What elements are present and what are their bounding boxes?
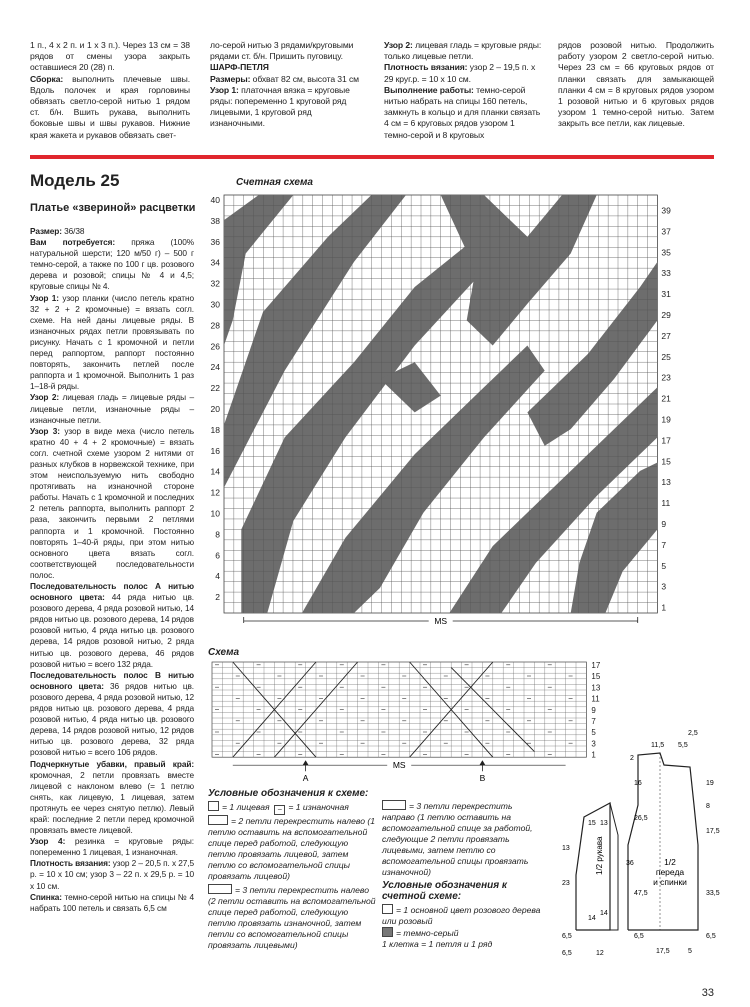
top-paragraph [210, 74, 368, 85]
chart-legend [382, 880, 542, 950]
paragraph-text: узор 2 – 19,5 п. x 29 круг.р. = 10 x 10 см. [384, 62, 536, 84]
row-label-left: 14 [210, 466, 220, 477]
repeat-label: B [479, 773, 486, 784]
body-label-3: и спинки [653, 877, 687, 887]
paragraph-heading: Размер: [30, 226, 62, 236]
paragraph-text: резинка = круговые ряды: попеременно 1 лицевая, 1 изнаночная. [30, 836, 194, 858]
top-paragraph [384, 40, 542, 62]
paragraph-text: темно-серой нитью на спицы № 4 набрать 100 петель и связать 6,5 см [30, 891, 194, 913]
row-label-left: 8 [215, 529, 220, 540]
body-dimension: 19 [706, 780, 714, 787]
body-dimension: 47,5 [634, 890, 648, 897]
body-dimension: 26,5 [634, 815, 648, 822]
instruction-paragraph [30, 293, 194, 393]
paragraph-heading: Подчеркнутые убавки, правый край: [30, 758, 194, 769]
top-paragraph [30, 40, 190, 74]
scheme-row-label: 5 [591, 728, 596, 738]
instruction-paragraph [30, 836, 194, 858]
paragraph-text: лицевая гладь = круговые ряды: только лицевые петли. [384, 40, 542, 62]
body-dimension: 16 [634, 780, 642, 787]
paragraph-heading: Последовательность полос В нитью основного цвета: [30, 669, 194, 691]
body-dimension: 5,5 [678, 742, 688, 749]
paragraph-heading: Узор 2: [384, 40, 413, 50]
row-label-left: 18 [210, 424, 220, 435]
row-label-left: 26 [210, 341, 220, 352]
pattern-pieces [548, 725, 718, 960]
scheme-legend [208, 788, 378, 951]
chart-legend-title: Условные обозначения к счетной схеме: [382, 880, 507, 902]
instruction-paragraph [30, 858, 194, 891]
top-paragraph [558, 40, 714, 130]
top-paragraph [30, 74, 190, 141]
row-label-right: 23 [661, 372, 671, 383]
row-label-right: 5 [661, 560, 667, 571]
body-dimension: 33,5 [706, 890, 720, 897]
scheme-title: Схема [208, 647, 240, 658]
sleeve-label: 1/2 рукава [595, 836, 604, 875]
paragraph-heading: Узор 4: [30, 836, 66, 847]
row-label-left: 40 [210, 195, 220, 205]
scheme-legend-title: Условные обозначения к схеме: [208, 788, 369, 799]
row-label-left: 12 [210, 487, 220, 498]
row-label-left: 36 [210, 236, 220, 247]
instruction-paragraph [30, 237, 194, 292]
body-dimension: 2,5 [688, 730, 698, 737]
paragraph-text: узор 2 – 20,5 п. x 27,5 р. = 10 x 10 см; узор 3 – 22 п. x 29,5 р. = 10 x 10 см. [30, 858, 195, 891]
body-dimension: 5 [688, 948, 692, 955]
body-dimension: 11,5 [651, 742, 665, 749]
paragraph-text: лицевая гладь = лицевые ряды – лицевые петли, изнаночные ряды – изнаночные петли. [30, 392, 194, 425]
counting-chart [200, 190, 671, 655]
repeat-label: A [302, 773, 309, 784]
paragraph-heading: Узор 1: [210, 84, 239, 95]
paragraph-heading: Вам потребуется: [30, 237, 116, 248]
paragraph-heading: Спинка: [30, 891, 62, 902]
scheme-row-label: 11 [591, 694, 600, 704]
paragraph-text: 1 п., 4 х 2 п. и 1 х 3 п.). Через 13 см = 38 рядов от смены узора закрыть оставшиеся 20 (28) п. [30, 40, 190, 73]
instruction-paragraph [30, 892, 194, 914]
top-paragraph [384, 85, 542, 141]
dark-grey-icon [382, 927, 393, 937]
body-label-1: 1/2 [664, 857, 676, 867]
sleeve-dimension: 23 [562, 880, 570, 887]
knit-symbol-icon [208, 801, 219, 811]
sleeve-dimension: 36 [626, 860, 634, 867]
model-subtitle: Платье «звериной» расцветки [30, 202, 196, 214]
instruction-paragraph [30, 392, 194, 425]
paragraph-heading: Узор 1: [30, 292, 59, 303]
sleeve-dimension: 15 [588, 820, 596, 827]
main-color-icon [382, 904, 393, 914]
instruction-paragraph [30, 426, 194, 581]
repeat-arrow-head [479, 760, 485, 765]
row-label-right: 25 [661, 351, 671, 362]
top-paragraph [384, 62, 542, 84]
body-dimension: 17,5 [656, 948, 670, 955]
paragraph-text: узор в виде меха (число петель кратно 40 + 4 + 2 кромочные) = вязать согл. счетной схеме узором 2 нитями от разных клубков в норвежской технике, при этом неиспользуемую нить свободно протягивать на изнаночной стороне работы. Начать с 1 кромочной и последних 2 петель раппорта, выполнить раппорт 2 раза, закончить первыми 2 петлями раппорта и 1 кромочной. Постоянно повторять 1–40-й ряды, при этом нитью основного цвета вязать согл. соответствующей последовательности полос. [30, 425, 194, 580]
row-label-right: 7 [661, 539, 667, 550]
scheme-row-label: 3 [591, 739, 596, 749]
sleeve-dimension: 14 [588, 915, 596, 922]
legend-item-cell: 1 клетка = 1 петля и 1 ряд [382, 939, 493, 949]
sleeve-dimension: 12 [596, 950, 604, 957]
cross-left-3-icon [208, 884, 232, 894]
ms-label: MS [434, 616, 448, 626]
scheme-row-label: 15 [591, 672, 601, 682]
paragraph-text: пряжа (100% натуральной шерсти; 120 м/50 г) – 500 г темно-серой, а также по 100 г цв. розового дерева и розовой; спицы № 4 и 4,5; круговые спицы № 4. [30, 237, 194, 292]
scheme-legend-cont [382, 800, 542, 878]
row-label-left: 30 [210, 299, 220, 310]
paragraph-heading: Сборка: [30, 73, 64, 84]
paragraph-heading: Узор 2: [30, 392, 60, 403]
row-label-right: 35 [661, 247, 671, 258]
row-label-left: 10 [210, 508, 220, 519]
row-label-right: 31 [661, 289, 671, 300]
row-label-right: 17 [661, 435, 671, 446]
scheme-ms-label: MS [392, 760, 406, 771]
body-dimension: 17,5 [706, 828, 720, 835]
row-label-right: 37 [661, 226, 671, 237]
sleeve-dimension: 13 [562, 845, 570, 852]
body-dimension: 6,5 [634, 933, 644, 940]
top-paragraph [210, 85, 368, 130]
cross-right-3-icon [382, 800, 406, 810]
row-label-left: 22 [210, 383, 220, 394]
body-dimension: 8 [706, 803, 710, 810]
sleeve-dimension: 13 [600, 820, 608, 827]
legend-item-knit: = 1 лицевая – = 1 изнаночная [208, 801, 378, 815]
row-label-right: 9 [661, 518, 667, 529]
top-col-3 [384, 40, 542, 141]
legend-item-cross2: = 2 петли перекрестить налево (1 петлю оставить на вспомогательной спице перед работой, следующую петлю провязать лицевой, затем петлю со вспомогательной спицы провязать лицевой) [208, 816, 375, 881]
legend-item-main: = 1 основной цвет розового дерева или розовый [382, 905, 541, 926]
sleeve-dimension: 6,5 [562, 950, 572, 957]
row-label-left: 34 [210, 257, 220, 268]
purl-symbol-icon: – [274, 805, 285, 815]
paragraph-text: ло-серой нитью 3 рядами/круговыми рядами ст. б/н. Пришить пуговицу. [210, 40, 354, 62]
legend-item-dark: = темно-серый [382, 927, 542, 939]
page-number: 33 [701, 987, 714, 999]
instruction-paragraph [30, 581, 194, 670]
sleeve-half-line [610, 803, 618, 930]
row-label-left: 24 [210, 362, 220, 373]
paragraph-text: 36 рядов нитью цв. розового дерева, 4 ряда розовой нитью, 12 рядов нитью цв. розового дерева, 4 ряда розовой нитью, 4 ряда нитью цв. розового дерева, 14 рядов розовой нитью, 12 рядов нитью цв. розового дерева, 32 ряда розовой нитью = всего 106 рядов. [30, 680, 194, 758]
paragraph-heading: Размеры: [210, 73, 251, 84]
top-col-1 [30, 40, 190, 141]
paragraph-text: выполнить плечевые швы. Вдоль полочек и края горловины обвязать светло-серой нитью 1 рядом ст. б/н. Вшить рукава, выполнить боковые швы и швы рукавов. Нижние края жакета и рукавов обвязать свет- [30, 73, 190, 140]
row-label-left: 2 [215, 592, 220, 603]
row-label-right: 21 [661, 393, 671, 404]
instructions-column [30, 226, 194, 914]
row-label-right: 3 [661, 581, 667, 592]
body-dimension: 2 [630, 755, 634, 762]
paragraph-text: кромочная, 2 петли провязать вместе лицевой с наклоном влево (= 1 петлю снять, как лицевую, 1 лицевая, затем протянуть ее через снятую петлю). Левый край: последние 2 петли перед кромочной провязать вместе лицевой. [30, 769, 194, 836]
paragraph-text: рядов розовой нитью. Продолжить работу узором 2 светло-серой нитью. Через 23 см = 66 круговых рядов от планки связать для замыкающей планки 4 см = 8 круговых рядов узором 1 розовой нитью и 6 круговых рядов узором 1 темно-серой нитью. Затем закрыть все петли, как лицевые. [558, 40, 714, 129]
row-label-right: 19 [661, 414, 671, 425]
scheme-row-label: 7 [591, 717, 596, 726]
paragraph-heading: ШАРФ-ПЕТЛЯ [210, 62, 269, 73]
paragraph-heading: Плотность вязания: [30, 858, 111, 869]
row-label-right: 29 [661, 309, 671, 320]
cross-left-2-icon [208, 815, 228, 825]
repeat-arrow-head [303, 760, 309, 765]
row-label-left: 6 [215, 550, 220, 561]
paragraph-text: узор планки (число петель кратно 32 + 2 + 2 кромочные) = вязать согл. схеме. На ней даны лицевые ряды. В изнаночных рядах петли провязывать по рисунку. Начать с 1 кромочной и петли перед раппортом, раппорт постоянно повторять, закончить петлей после раппорта и 1 кромочной. Выполнить 1 раз 1–18-й ряды. [30, 292, 194, 392]
paragraph-heading: Плотность вязания: [384, 62, 468, 73]
row-label-right: 33 [661, 268, 671, 279]
row-label-left: 20 [210, 404, 220, 414]
scheme-row-label: 1 [591, 750, 596, 760]
row-label-left: 38 [210, 215, 220, 226]
row-label-right: 15 [661, 456, 671, 467]
paragraph-text: обхват 82 см, высота 31 см [250, 73, 359, 84]
scheme-row-label: 17 [591, 661, 601, 670]
row-label-right: 27 [661, 330, 671, 341]
paragraph-heading: Выполнение работы: [384, 84, 474, 95]
row-label-left: 4 [215, 571, 220, 582]
row-label-left: 32 [210, 278, 220, 289]
model-title: Модель 25 [30, 171, 120, 190]
scheme-row-label: 9 [591, 705, 596, 715]
row-label-left: 28 [210, 320, 220, 331]
row-label-left: 16 [210, 445, 220, 456]
scheme-row-label: 13 [591, 683, 601, 693]
row-label-right: 39 [661, 205, 671, 216]
top-col-4 [558, 40, 714, 130]
body-label-2: переда [655, 867, 685, 877]
paragraph-text: темно-серой нитью набрать на спицы 160 петель, замкнуть в кольцо и для планки связать 4 см = 6 круговых рядов узором 1 темно-серой и 8 круговых [384, 84, 541, 140]
section-divider [30, 155, 714, 159]
row-label-right: 1 [661, 602, 667, 613]
row-label-right: 11 [661, 498, 671, 509]
top-col-2 [210, 40, 368, 130]
paragraph-heading: Узор 3: [30, 425, 60, 436]
instruction-paragraph [30, 759, 194, 837]
paragraph-text: платочная вязка = круговые ряды: попеременно 1 круговой ряд лицевыми, 1 круговой ряд изнаночными. [210, 84, 350, 129]
top-paragraph [210, 62, 368, 73]
instruction-paragraph [30, 670, 194, 759]
legend-item-cross3r: = 3 петли перекрестить направо (1 петлю оставить на вспомогательной спице за работой, следующие 2 петли провязать лицевыми, затем петлю со вспомогательной спицы провязать изнаночной) [382, 801, 533, 877]
body-dimension: 6,5 [706, 933, 716, 940]
instruction-paragraph [30, 226, 194, 237]
chart-title: Счетная схема [236, 177, 313, 188]
sleeve-dimension: 6,5 [562, 933, 572, 940]
paragraph-text: 36/38 [61, 226, 85, 236]
legend-item-cross3l: = 3 петли перекрестить налево (2 петли оставить на вспомогательной спице перед работой, следующую петлю провязать изнаночной, затем петли со вспомогательной спицы провязать лицевыми) [208, 885, 376, 950]
sleeve-dimension: 14 [600, 910, 608, 917]
row-label-right: 13 [661, 477, 671, 488]
top-paragraph [210, 40, 368, 62]
paragraph-heading: Последовательность полос А нитью основного цвета: [30, 581, 194, 603]
paragraph-text: 44 ряда нитью цв. розового дерева, 4 ряда розовой нитью, 14 рядов нитью цв. розового дерева, 14 рядов розовой нитью, 4 ряда нитью цв. розового дерева, 14 рядов розовой нитью, 2 ряда нитью цв. розового дерева, 46 рядов розовой нитью = всего 132 ряда. [30, 592, 194, 669]
